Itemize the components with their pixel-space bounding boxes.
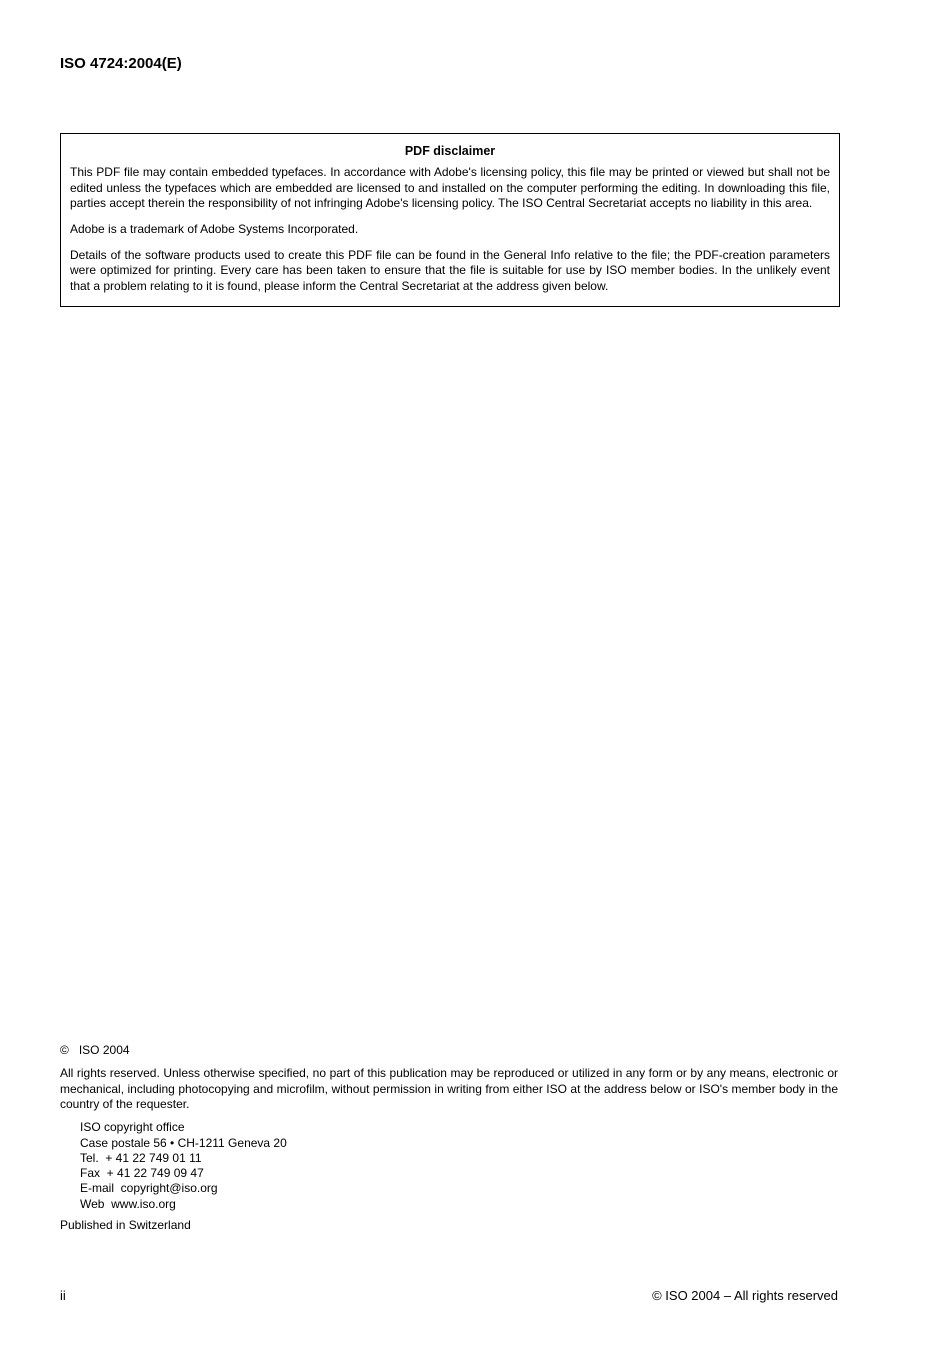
pdf-disclaimer-box xyxy=(60,133,840,307)
copyright-symbol-line: © ISO 2004 xyxy=(60,1043,130,1057)
page-number: ii xyxy=(60,1288,66,1303)
disclaimer-paragraph-1: This PDF file may contain embedded typefaces. In accordance with Adobe's licensing policy, this file may be printed or viewed but shall not be edited unless the typefaces which are embedded are licensed to and installed on the computer performing the editing. In downloading this file, parties accept therein the responsibility of not infringing Adobe's licensing policy. The ISO Central Secretariat accepts no liability in this area. xyxy=(70,165,830,211)
disclaimer-paragraph-2: Adobe is a trademark of Adobe Systems Incorporated. xyxy=(70,222,359,237)
published-in-line: Published in Switzerland xyxy=(60,1217,191,1232)
address-line-email: E-mail copyright@iso.org xyxy=(80,1181,218,1196)
address-line-office: ISO copyright office xyxy=(80,1120,185,1135)
address-line-postal: Case postale 56 • CH-1211 Geneva 20 xyxy=(80,1135,287,1150)
address-line-fax: Fax + 41 22 749 09 47 xyxy=(80,1166,204,1181)
disclaimer-title: PDF disclaimer xyxy=(404,144,496,158)
document-number: ISO 4724:2004(E) xyxy=(60,55,182,72)
address-line-tel: Tel. + 41 22 749 01 11 xyxy=(80,1150,202,1165)
page-footer xyxy=(60,1288,838,1303)
footer-rights-text: © ISO 2004 – All rights reserved xyxy=(652,1288,838,1303)
disclaimer-paragraph-3: Details of the software products used to create this PDF file can be found in the General Info relative to the file; the PDF-creation parameters were optimized for printing. Every care has been taken to ensure that the file is suitable for use by ISO member bodies. In the unlikely event that a problem relating to it is found, please inform the Central Secretariat at the address given below. xyxy=(70,247,830,293)
copyright-section xyxy=(60,1043,838,1233)
copyright-address-block xyxy=(80,1120,838,1211)
address-line-web: Web www.iso.org xyxy=(80,1196,176,1211)
copyright-notice: All rights reserved. Unless otherwise specified, no part of this publication may be reproduced or utilized in any form or by any means, electronic or mechanical, including photocopying and microfilm, without permission in writing from either ISO at the address below or ISO's member body in the country of the requester. xyxy=(60,1066,838,1112)
